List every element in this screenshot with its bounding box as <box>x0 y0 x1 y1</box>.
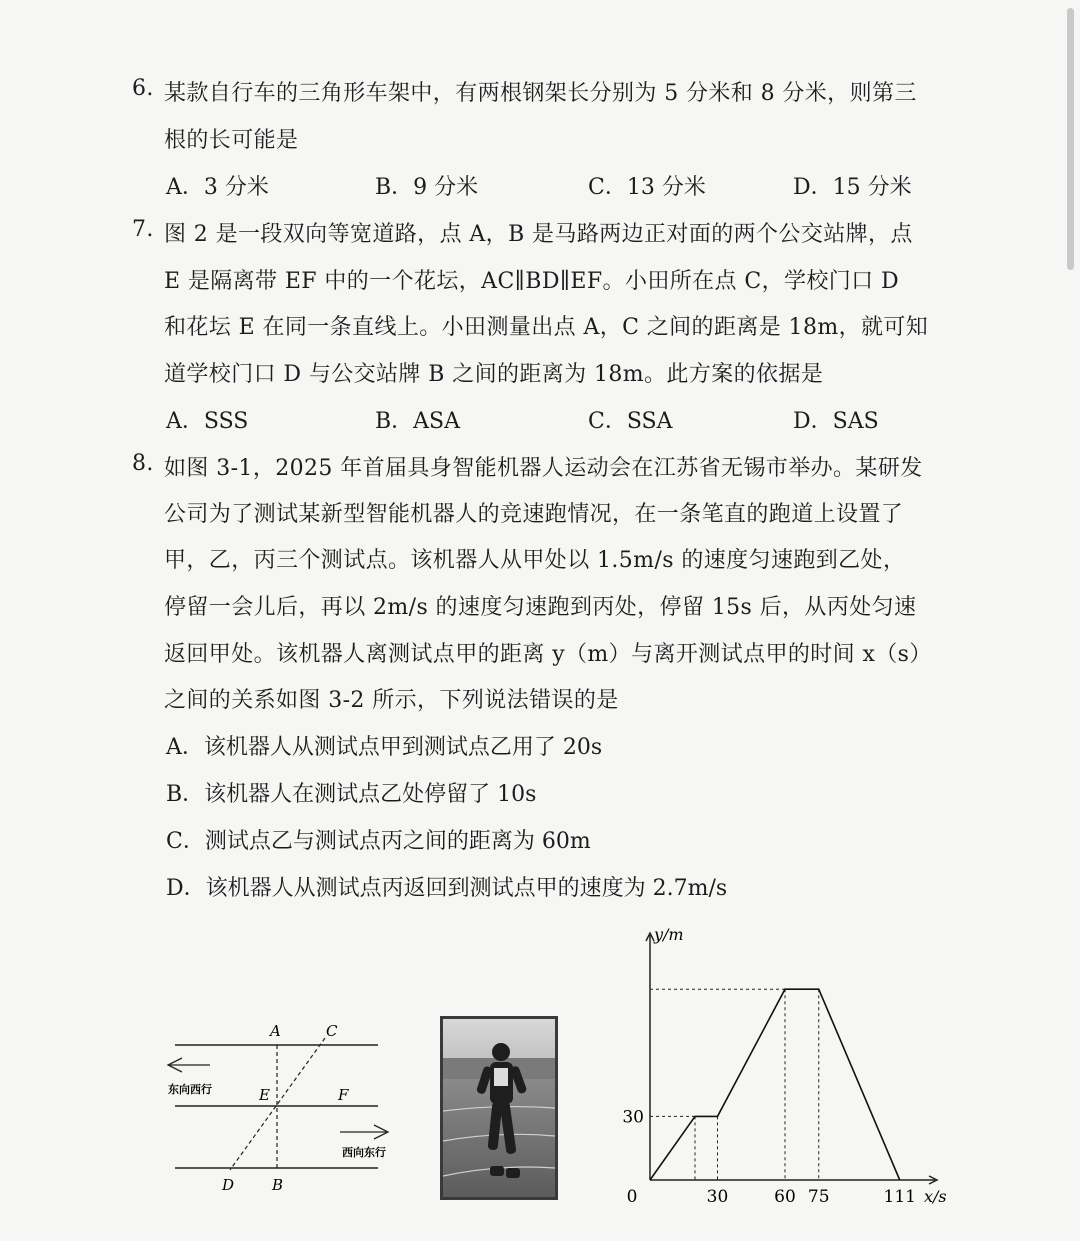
q7-line-4: 道学校门口 D 与公交站牌 B 之间的距离为 18m。此方案的依据是 <box>164 362 824 387</box>
x-tick-label: 30 <box>706 1187 729 1207</box>
distance-time-chart <box>600 920 980 1220</box>
x-tick-label: 75 <box>807 1187 830 1207</box>
q8-line-3: 甲，乙，丙三个测试点。该机器人从甲处以 1.5m/s 的速度匀速跑到乙处， <box>164 548 906 573</box>
label-west-to-east: 西向东行 <box>342 1146 386 1159</box>
q6-option-d: D．15 分米 <box>793 175 912 200</box>
q6-line-2: 根的长可能是 <box>164 128 299 153</box>
q8-number: 8. <box>132 451 154 476</box>
q7-option-d: D．SAS <box>793 409 879 434</box>
y-tick-label: 30 <box>622 1107 644 1128</box>
road-diagram <box>160 1010 400 1200</box>
q6-line-1: 某款自行车的三角形车架中，有两根钢架长分别为 5 分米和 8 分米，则第三 <box>164 81 917 106</box>
label-d: D <box>222 1176 235 1194</box>
q6-option-a: A．3 分米 <box>166 175 269 200</box>
q8-line-1: 如图 3-1，2025 年首届具身智能机器人运动会在江苏省无锡市举办。某研发 <box>164 456 923 481</box>
x-tick-label: 111 <box>883 1187 916 1207</box>
q8-option-d: D．该机器人从测试点丙返回到测试点甲的速度为 2.7m/s <box>166 876 728 901</box>
y-axis-label: y/m <box>654 925 684 944</box>
x-axis-label: x/s <box>924 1187 947 1206</box>
label-b: B <box>272 1176 284 1194</box>
q7-line-1: 图 2 是一段双向等宽道路，点 A，B 是马路两边正对面的两个公交站牌，点 <box>164 222 913 247</box>
series-line <box>650 989 900 1180</box>
x-tick-label: 0 <box>626 1187 638 1207</box>
robot-runner-photo <box>440 1016 558 1200</box>
scrollbar-thumb[interactable] <box>1067 8 1074 270</box>
q8-line-5: 返回甲处。该机器人离测试点甲的距离 y（m）与离开测试点甲的时间 x（s） <box>164 642 932 667</box>
q8-line-4: 停留一会儿后，再以 2m/s 的速度匀速跑到丙处，停留 15s 后，从丙处匀速 <box>164 595 917 620</box>
q8-option-b: B．该机器人在测试点乙处停留了 10s <box>166 782 537 807</box>
q7-option-b: B．ASA <box>375 409 461 434</box>
q7-number: 7. <box>132 217 154 242</box>
q6-option-c: C．13 分米 <box>588 175 706 200</box>
q6-number: 6. <box>132 76 154 101</box>
label-f: F <box>338 1086 349 1104</box>
q8-option-a: A．该机器人从测试点甲到测试点乙用了 20s <box>166 735 603 760</box>
q7-line-2: E 是隔离带 EF 中的一个花坛，AC∥BD∥EF。小田所在点 C，学校门口 D <box>164 269 899 294</box>
x-tick-label: 60 <box>774 1187 796 1207</box>
q6-option-b: B．9 分米 <box>375 175 479 200</box>
label-east-to-west: 东向西行 <box>168 1083 212 1096</box>
label-e: E <box>259 1086 270 1104</box>
q8-line-2: 公司为了测试某新型智能机器人的竞速跑情况，在一条笔直的跑道上设置了 <box>164 502 904 527</box>
robot-chest-panel <box>494 1068 508 1086</box>
q7-option-a: A．SSS <box>166 409 249 434</box>
q7-line-3: 和花坛 E 在同一条直线上。小田测量出点 A，C 之间的距离是 18m，就可知 <box>164 315 929 340</box>
q7-option-c: C．SSA <box>588 409 673 434</box>
q8-option-c: C．测试点乙与测试点丙之间的距离为 60m <box>166 829 591 854</box>
q8-line-6: 之间的关系如图 3-2 所示，下列说法错误的是 <box>164 688 619 713</box>
label-c: C <box>326 1022 338 1040</box>
label-a: A <box>270 1022 281 1040</box>
